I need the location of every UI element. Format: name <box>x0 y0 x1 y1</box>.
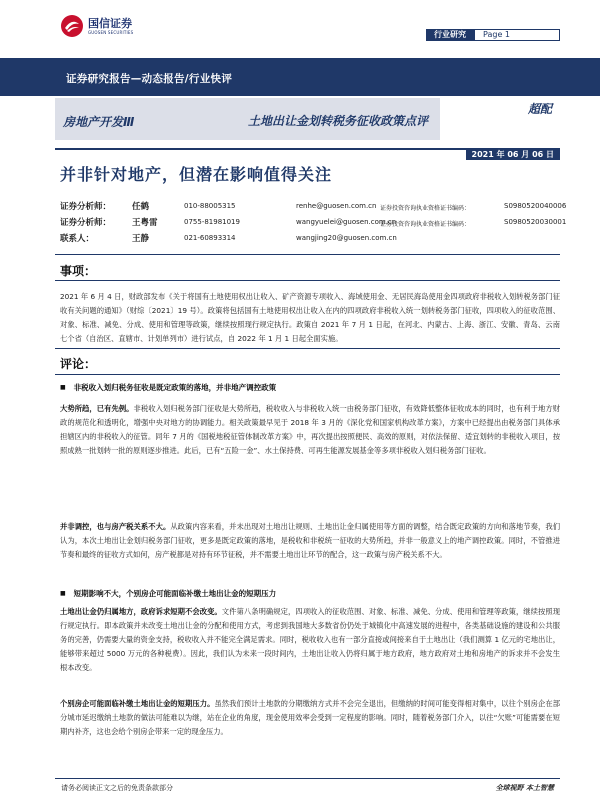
cert-label: 证券投资咨询执业资格证书编码： <box>380 205 471 212</box>
paragraph-body: 非税收入划归税务部门征收是大势所趋，税收收入与非税收入统一由税务部门征收，有效降低整体征收成本的同时，也有利于地方财政的规范化和透明化，增强中央对地方的协调能力。相关政策最早见于 2018 年 3 月的《深化党和国家机构改革方案》，方案中已经提出由税务部门具体承担辖区内的非税收入的征管。同年 7 月的《国税地税征管体制改革方案》中，再次提出按照便民、高效的原则，对依法保留、适宜划转的非税收入项目，按照成熟一批划转一批的原则逐步推进。此后，已有“五险一金”、水土保持费、可再生能源发展基金等多项非税收入划归税务部门征收。 <box>60 404 561 455</box>
category-tag: 行业研究 <box>426 29 474 41</box>
slogan: 全球视野 本土智慧 <box>495 784 554 792</box>
analyst-list <box>60 200 567 248</box>
title-banner <box>0 98 600 140</box>
logo-english: GUOSEN SECURITIES <box>88 29 134 35</box>
analyst-email[interactable]: renhe@guosen.com.cn <box>296 202 377 210</box>
analyst-phone: 0755-81981019 <box>184 218 240 226</box>
report-title: 土地出让金划转税务征收政策点评 <box>248 114 429 128</box>
page-number: Page 1 <box>474 29 560 41</box>
disclaimer-note: 请务必阅读正文之后的免责条款部分 <box>61 784 173 792</box>
paragraph-lead: 并非调控，也与房产税关系不大。 <box>60 522 171 531</box>
divider <box>55 254 560 255</box>
contact-phone: 021-60893314 <box>184 234 236 242</box>
footer <box>55 778 560 790</box>
analyst-email[interactable]: wangyuelei@guosen.com.cn <box>296 218 397 226</box>
analyst-role: 证券分析师： <box>60 218 112 228</box>
contact-role: 联系人： <box>60 234 95 244</box>
analyst-row <box>60 200 567 216</box>
analyst-role: 证券分析师： <box>60 202 112 212</box>
sector-name: 房地产开发Ⅲ <box>63 115 135 129</box>
top-tag-bar <box>426 29 560 41</box>
analyst-name: 任鹤 <box>132 202 150 212</box>
paragraph-lead: 土地出让金仍归属地方，政府诉求短期不会改变。 <box>60 607 222 616</box>
bullet-heading: ■ 短期影响不大，个别房企可能面临补缴土地出让金的短期压力 <box>60 588 276 599</box>
paragraph <box>60 402 560 458</box>
report-type-banner <box>0 58 600 96</box>
date-line <box>55 148 560 158</box>
divider <box>55 348 560 349</box>
cert-number: S0980520030001 <box>504 218 567 226</box>
rating: 超配 <box>528 102 553 116</box>
paragraph-lead: 个别房企可能面临补缴土地出让金的短期压力。 <box>60 699 215 708</box>
cert-label: 证券投资咨询执业资格证书编码： <box>380 221 471 228</box>
divider <box>55 374 560 375</box>
analyst-phone: 010-88005315 <box>184 202 236 210</box>
company-logo <box>60 14 133 38</box>
analyst-row <box>60 232 560 248</box>
divider <box>55 280 560 281</box>
logo-text: 国信证券 <box>88 16 132 30</box>
cert-number: S0980520040006 <box>504 202 567 210</box>
contact-name: 王静 <box>132 234 150 244</box>
paragraph-lead: 大势所趋，已有先例。 <box>60 404 134 413</box>
contact-email[interactable]: wangjing20@guosen.com.cn <box>296 234 397 242</box>
comment-heading: 评论： <box>60 357 97 371</box>
paragraph <box>60 520 560 562</box>
analyst-name: 王粤雷 <box>132 218 158 228</box>
paragraph <box>60 697 560 739</box>
event-paragraph: 2021 年 6 月 4 日，财政部发布《关于将国有土地使用权出让收入、矿产资源专项收入、海域使用金、无居民海岛使用金四项政府非税收入划转税务部门征收有关问题的通知》（财综〔2021〕19 号）。政策将包括国有土地使用权出让收入在内的四项政府非税收入统一划转税务部门征收，四项收入的征收范围、对象、标准、减免、分成、使用和管理等政策，继续按照现行规定执行。政策自 2021 年 7 月 1 日起，在河北、内蒙古、上海、浙江、安徽、青岛、云南七个省（自治区、直辖市、计划单列市）进行试点，自 2022 年 1 月 1 日起全面实施。 <box>60 292 560 343</box>
bullet-heading: ■ 非税收入划归税务征收是既定政策的落地，并非地产调控政策 <box>60 382 276 393</box>
paragraph-body: 文件第八条明确规定，四项收入的征收范围、对象、标准、减免、分成、使用和管理等政策，继续按照现行规定执行。即本政策并未改变土地出让金的分配和使用方式，考虑到我国地大多数省份仍处于城镇化中高速发展的进程中，各类基础设施的建设和公共服务的完善，仍需要大量的资金支持，税收收入并不能完全满足需求。同时，税收收入也有一部分直接或间接来自于土地出让（我们测算 1 亿元的宅地出让，能够带来超过 5000 万元的各种税费）。因此，我们认为未来一段时间内，土地出让收入仍将归属于地方政府，地方政府对土地和房地产的诉求并不会发生根本改变。 <box>60 607 561 672</box>
paragraph-body: 从政策内容来看，并未出现对土地出让规则、土地出让金归属使用等方面的调整，结合既定政策的方向和落地节奏，我们认为，本次土地出让金划归税务部门征收，更多是既定政策的落地，是税收和非税统一征收的大势所趋，并非一般意义上的地产调控政策。同时，不管推进节奏和最终的征收方式如何，房产税都是对持有环节征税，并不需要土地出让环节的配合，这一政策与房产税关系不大。 <box>60 522 561 559</box>
guosen-logo-icon <box>60 14 84 38</box>
headline: 并非针对地产，但潜在影响值得关注 <box>60 165 333 184</box>
analyst-row <box>60 216 567 232</box>
paragraph <box>60 605 560 675</box>
report-type: 证券研究报告—动态报告/行业快评 <box>66 73 233 85</box>
event-heading: 事项： <box>60 264 97 278</box>
paragraph-body: 虽然我们预计土地款的分期缴纳方式并不会完全退出，但缴纳的时间可能变得相对集中，以往个别房企在部分城市延迟缴纳土地款的做法可能难以为继，站在企业的角度，现金使用效率会受到一定程度的影响。同时，随着税务部门介入，以往“欠账”可能需要在短期内补齐，这也会给个别房企带来一定的现金压力。 <box>60 699 561 736</box>
report-date: 2021 年 06 月 06 日 <box>466 149 560 160</box>
